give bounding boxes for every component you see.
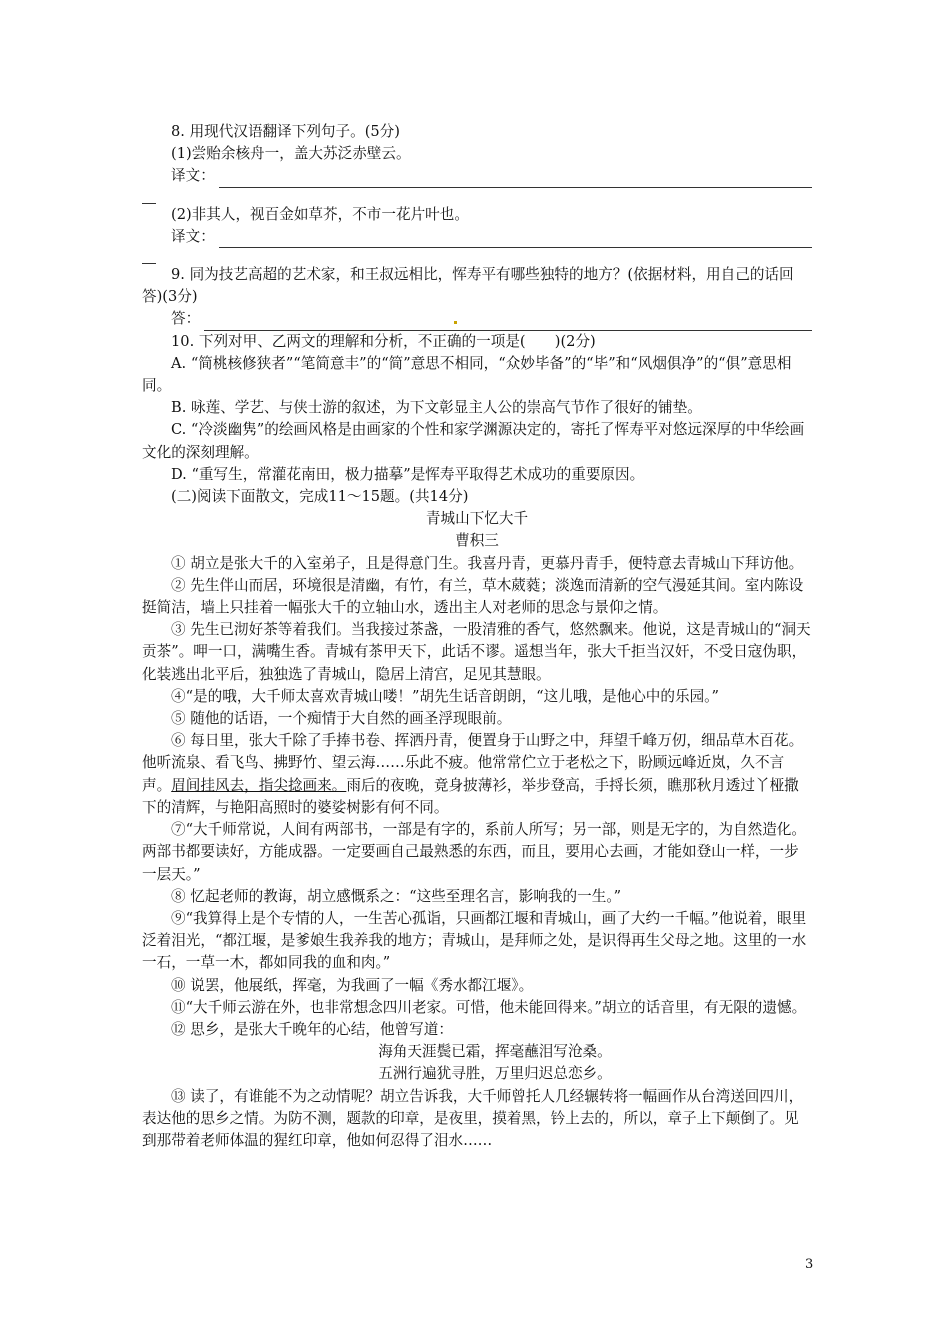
q8-sentence-2: (2)非其人，视百金如草芥，不市一花片叶也。	[171, 205, 469, 223]
answer-label: 答：	[171, 310, 201, 328]
line-overflow-dash	[142, 188, 156, 204]
poem-line-1: 海角天涯鬓已霜，挥毫蘸泪写沧桑。	[378, 1043, 612, 1061]
blank-line[interactable]	[204, 316, 812, 331]
essay-paragraph-7: ⑦“大千师常说，人间有两部书，一部是有字的，系前人所写；另一部，则是无字的，为自然造化。两部书都要读好，方能成器。一定要画自己最熟悉的东西，而且，要用心去画，才能如登山一样，一步一层天。”	[142, 821, 806, 883]
page-number: 3	[805, 1257, 814, 1272]
underlined-sentence: 眉间挂风去，指尖捻画来。	[171, 776, 347, 794]
essay-paragraph-8: ⑧ 忆起老师的教诲，胡立感慨系之：“这些至理名言，影响我的一生。”	[171, 887, 622, 905]
essay-paragraph-2: ② 先生伴山而居，环境很是清幽，有竹，有兰，草木葳蕤；淡逸而清新的空气漫延其间。室内陈设挺简洁，墙上只挂着一幅张大千的立轴山水，透出主人对老师的思念与景仰之情。	[142, 576, 804, 617]
essay-paragraph-12: ⑫ 思乡，是张大千晚年的心结，他曾写道：	[171, 1020, 453, 1038]
essay-paragraph-6	[142, 730, 812, 819]
answer-label: 译文：	[171, 167, 215, 185]
line-overflow-dash	[142, 248, 156, 264]
essay-paragraph-1: ① 胡立是张大千的入室弟子，且是得意门生。我喜丹青，更慕丹青手，便特意去青城山下拜访他。	[171, 554, 804, 572]
essay-paragraph-9: ⑨“我算得上是个专情的人，一生苦心孤诣，只画都江堰和青城山，画了大约一千幅。”他说着，眼里泛着泪光，“都江堰，是爹娘生我养我的地方；青城山，是拜师之处，是识得再生父母之地。这里的一水一石，一草一木，都如同我的血和肉。”	[142, 909, 807, 972]
essay-paragraph-5: ⑤ 随他的话语，一个痴情于大自然的画圣浮现眼前。	[171, 710, 512, 728]
q10-option-b: B. 咏莲、学艺、与侠士游的叙述，为下文彰显主人公的崇高气节作了很好的铺垫。	[171, 399, 702, 417]
essay-title: 青城山下忆大千	[425, 510, 529, 528]
q8-answer-line-2[interactable]	[142, 226, 812, 248]
mark-dot	[454, 321, 457, 324]
q10-option-c: C. “冷淡幽隽”的绘画风格是由画家的个性和家学渊源决定的，寄托了恽寿平对悠远深厚的中华绘画文化的深刻理解。	[142, 421, 805, 461]
essay-paragraph-10: ⑩ 说罢，他展纸，挥毫，为我画了一幅《秀水都江堰》。	[171, 976, 534, 994]
blank-line[interactable]	[219, 173, 812, 188]
p6-part-2: 雨后的夜晚，竟身披薄衫，举步登高，手捋长须，瞧那秋月透过丫桠撒下的清辉，与艳阳高照时的婆娑树影有何不同。	[142, 776, 799, 816]
q10-option-a: A. “简桃核修狭者”“笔简意丰”的“简”意思不相同，“众妙毕备”的“毕”和“风烟俱净”的“俱”意思相同。	[142, 354, 792, 395]
blank-line[interactable]	[219, 233, 812, 248]
q10-title: 10. 下列对甲、乙两文的理解和分析，不正确的一项是( )(2分)	[171, 332, 596, 350]
q9-answer-line[interactable]	[142, 308, 812, 330]
essay-author: 曹积三	[455, 532, 499, 550]
poem-line-2: 五洲行遍犹寻胜，万里归迟总恋乡。	[378, 1065, 612, 1083]
q8-answer-line-1[interactable]	[142, 165, 812, 187]
q9-text: 9. 同为技艺高超的艺术家，和王叔远相比，恽寿平有哪些独特的地方？(依据材料，用自己的话回答)(3分)	[142, 266, 794, 306]
p6-part-1: ⑥ 每日里，张大千除了手捧书卷、挥洒丹青，便置身于山野之中，拜望千峰万仞，细品草木百花。他听流泉、看飞鸟、拂野竹、望云海……乐此不疲。他常常伫立于老松之下，盼顾远峰近岚，久不言声。	[142, 732, 804, 794]
page-content	[142, 121, 812, 1152]
section-2-heading: (二)阅读下面散文，完成11～15题。(共14分)	[171, 488, 469, 506]
essay-paragraph-13: ⑬ 读了，有谁能不为之动情呢？胡立告诉我，大千师曾托人几经辗转将一幅画作从台湾送回四川，表达他的思乡之情。为防不测，题款的印章，是夜里，摸着黑，钤上去的，所以，章子上下颠倒了。见到那带着老师体温的猩红印章，他如何忍得了泪水……	[142, 1087, 804, 1149]
q10-option-d: D. “重写生，常灌花南田，极力描摹”是恽寿平取得艺术成功的重要原因。	[171, 465, 645, 483]
q8-title: 8. 用现代汉语翻译下列句子。(5分)	[171, 123, 400, 140]
essay-paragraph-3: ③ 先生已沏好茶等着我们。当我接过茶盏，一股清雅的香气，悠然飘来。他说，这是青城山的“洞天贡茶”。呷一口，满嘴生香。青城有茶甲天下，此话不谬。遥想当年，张大千拒当汉奸，不受日寇伪职，化装逃出北平后，独独选了青城山，隐居上清宫，足见其慧眼。	[142, 621, 811, 683]
answer-label: 译文：	[171, 227, 215, 245]
essay-paragraph-11: ⑪“大千师云游在外，也非常想念四川老家。可惜，他未能回得来。”胡立的话音里，有无限的遗憾。	[171, 998, 807, 1016]
q8-sentence-1: (1)尝贻余核舟一，盖大苏泛赤壁云。	[171, 145, 411, 163]
essay-paragraph-4: ④“是的哦，大千师太喜欢青城山喽！”胡先生话音朗朗，“这儿哦，是他心中的乐园。”	[171, 687, 719, 705]
